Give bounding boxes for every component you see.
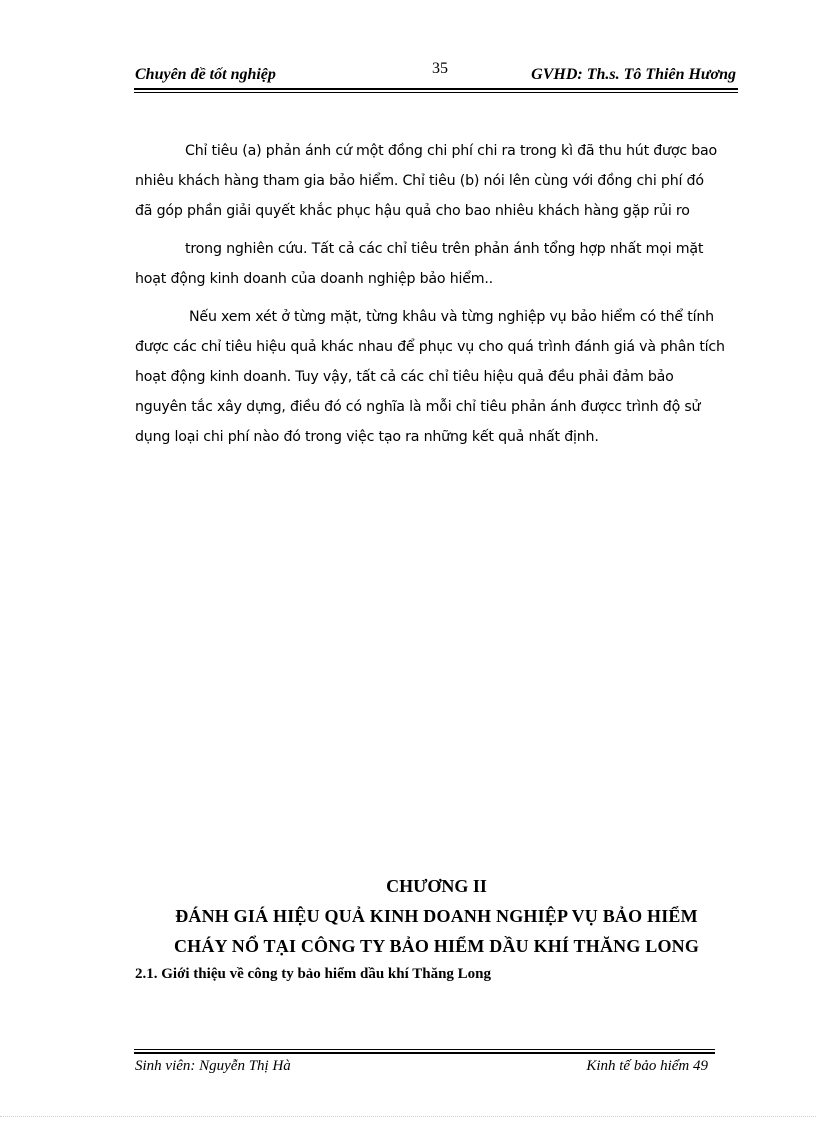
chapter-label: CHƯƠNG II (386, 876, 487, 896)
page-number: 35 (432, 60, 448, 77)
paragraph-3-line-1: Nếu xem xét ở từng mặt, từng khâu và từng nghiệp vụ bảo hiểm có thể tính (189, 309, 714, 325)
section-heading: 2.1. Giới thiệu về công ty bảo hiểm dầu khí Thăng Long (135, 966, 492, 982)
header-supervisor: GVHD: Th.s. Tô Thiên Hương (531, 66, 736, 83)
paragraph-3-line-5: dụng loại chi phí nào đó trong việc tạo ra những kết quả nhất định. (135, 429, 599, 445)
paragraph-1-line-1: Chỉ tiêu (a) phản ánh cứ một đồng chi phí chi ra trong kì đã thu hút được bao (185, 143, 718, 159)
paragraph-1-line-3: đã góp phần giải quyết khắc phục hậu quả cho bao nhiêu khách hàng gặp rủi ro (135, 203, 690, 219)
footer-course: Kinh tế bảo hiểm 49 (586, 1058, 708, 1074)
paragraph-2-line-1: trong nghiên cứu. Tất cả các chỉ tiêu trên phản ánh tổng hợp nhất mọi mặt (185, 241, 704, 257)
footer-divider (134, 1049, 715, 1054)
paragraph-3-line-4: nguyên tắc xây dựng, điều đó có nghĩa là mỗi chỉ tiêu phản ánh đượcc trình độ sử (135, 399, 701, 415)
header-document-type: Chuyên đề tốt nghiệp (135, 66, 276, 83)
chapter-title-line-2: CHÁY NỔ TẠI CÔNG TY BẢO HIỂM DẦU KHÍ THĂNG LONG (173, 936, 700, 956)
footer-student: Sinh viên: Nguyễn Thị Hà (135, 1058, 291, 1074)
paragraph-1-line-2: nhiêu khách hàng tham gia bảo hiểm. Chỉ tiêu (b) nói lên cùng với đồng chi phí đó (135, 173, 704, 189)
paragraph-3-line-2: được các chỉ tiêu hiệu quả khác nhau để phục vụ cho quá trình đánh giá và phân tích (135, 339, 725, 355)
chapter-heading (135, 0, 738, 1000)
paragraph-2-line-2: hoạt động kinh doanh của doanh nghiệp bảo hiểm.. (135, 271, 493, 287)
page-bottom-edge (0, 1116, 816, 1118)
chapter-title-line-1: ĐÁNH GIÁ HIỆU QUẢ KINH DOANH NGHIỆP VỤ BẢO HIỂM (175, 906, 698, 926)
paragraph-3-line-3: hoạt động kinh doanh. Tuy vậy, tất cả các chỉ tiêu hiệu quả đều phải đảm bảo (135, 369, 674, 385)
